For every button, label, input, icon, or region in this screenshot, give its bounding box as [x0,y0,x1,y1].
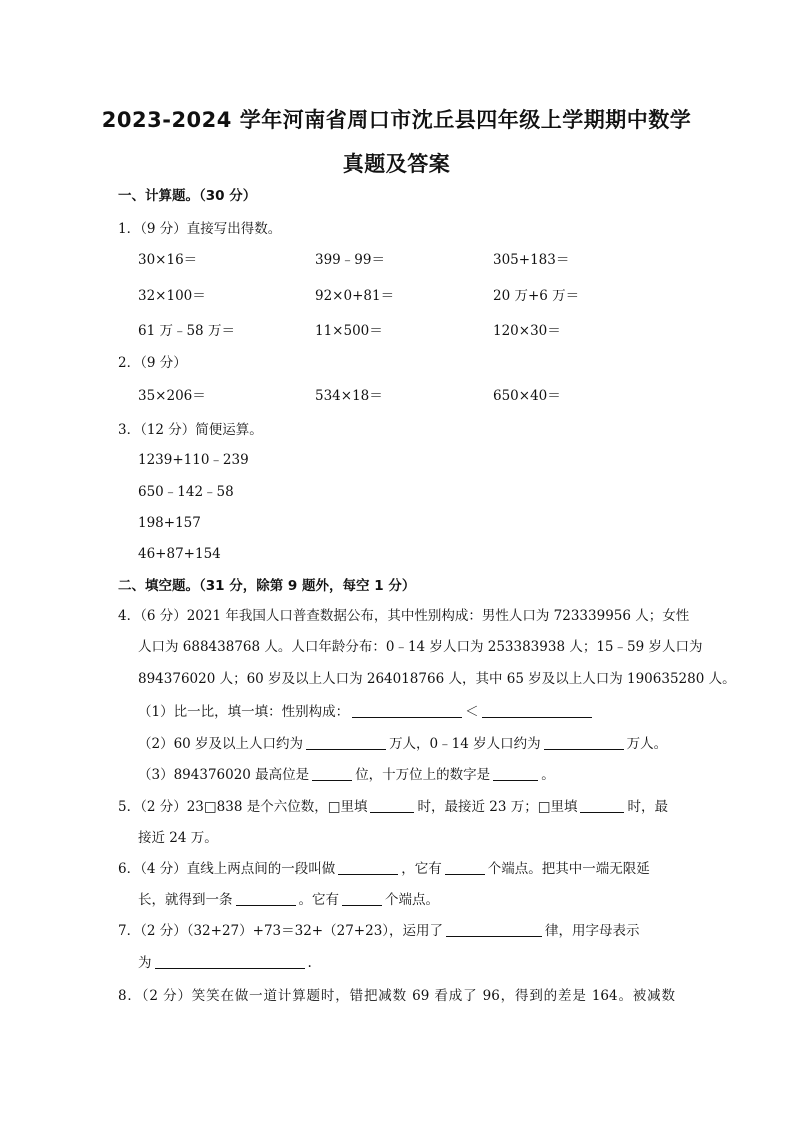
q6-text-b: ，它有 [401,861,442,877]
q7-text-d: . [307,955,312,971]
less-than-symbol: ＜ [465,704,479,720]
q1-r1-c2: 399﹣99＝ [315,252,385,268]
q7-text-b: 律，用字母表示 [545,923,640,939]
q5-line-2: 接近 24 万。 [138,830,218,846]
q4-line-1: 4．（6 分）2021 年我国人口普查数据公布，其中性别构成：男性人口为 723339956 人；女性 [118,608,690,624]
q6-blank-3[interactable] [236,891,296,906]
q3-item-4: 46+87+154 [138,546,221,562]
q6-text-d: 长，就得到一条 [138,892,233,908]
q4-blank-6[interactable] [493,766,538,781]
q3-item-1: 1239+110﹣239 [138,452,249,468]
q1-r3-c1: 61 万﹣58 万＝ [138,323,235,339]
q4-sub-2-text-b: 万人，0﹣14 岁人口约为 [389,736,541,752]
q5-line-1 [118,797,668,817]
q4-sub-3-text-a: （3）894376020 最高位是 [138,767,310,783]
q3-item-2: 650﹣142﹣58 [138,484,234,500]
q6-line-2 [138,890,439,910]
title-line-2: 真题及答案 [342,152,451,176]
section-1-heading: 一、计算题。（30 分） [118,188,257,204]
q4-sub-2-text-c: 万人。 [626,736,668,752]
q4-blank-4[interactable] [544,735,624,750]
q4-sub-3-text-b: 位，十万位上的数字是 [355,767,491,783]
q6-text-e: 。它有 [298,892,339,908]
q4-sub-3 [138,765,555,785]
q1-r1-c3: 305+183＝ [493,252,570,268]
q7-blank-2[interactable] [155,954,305,969]
q6-text-f: 个端点。 [385,892,439,908]
q5-text-c: 时，最 [627,799,668,815]
q6-text-a: 6．（4 分）直线上两点间的一段叫做 [118,861,336,877]
q3-item-3: 198+157 [138,515,201,531]
q1-r2-c3: 20 万+6 万＝ [493,288,580,304]
title-line-1: 2023-2024 学年河南省周口市沈丘县四年级上学期期中数学 [101,108,692,132]
q1-r1-c1: 30×16＝ [138,252,198,268]
q1-r2-c1: 32×100＝ [138,288,206,304]
q2-c3: 650×40＝ [493,388,561,404]
q5-blank-1[interactable] [370,798,414,813]
q4-sub-1 [138,702,595,722]
q4-sub-1-text: （1）比一比，填一填：性别构成： [138,704,350,720]
q4-sub-2-text-a: （2）60 岁及以上人口约为 [138,736,304,752]
q3-label: 3．（12 分）简便运算。 [118,422,263,438]
q7-line-1 [118,921,640,941]
q4-blank-2[interactable] [482,703,592,718]
q1-r2-c2: 92×0+81＝ [315,288,395,304]
q6-line-1 [118,859,650,879]
q5-text-a: 5．（2 分）23□838 是个六位数，□里填 [118,799,368,815]
q4-sub-3-text-c: 。 [541,767,555,783]
q2-c1: 35×206＝ [138,388,206,404]
q6-blank-1[interactable] [338,860,398,875]
q4-blank-5[interactable] [312,766,352,781]
q7-blank-1[interactable] [446,922,542,937]
q4-line-2: 人口为 688438768 人。人口年龄分布：0﹣14 岁人口为 253383938 人；15﹣59 岁人口为 [138,639,703,655]
q4-blank-3[interactable] [306,735,386,750]
q8-line-1: 8．（2 分）笑笑在做一道计算题时，错把减数 69 看成了 96，得到的差是 164。被减数 [118,988,675,1004]
q6-blank-2[interactable] [445,860,485,875]
q4-blank-1[interactable] [352,703,462,718]
q1-label: 1．（9 分）直接写出得数。 [118,221,282,237]
q7-text-a: 7．（2 分）（32+27）+73＝32+（27+23），运用了 [118,923,444,939]
q1-r3-c2: 11×500＝ [315,323,383,339]
q7-text-c: 为 [138,955,152,971]
q2-c2: 534×18＝ [315,388,383,404]
q1-r3-c3: 120×30＝ [493,323,561,339]
section-2-heading: 二、填空题。（31 分，除第 9 题外，每空 1 分） [118,578,416,594]
q4-sub-2 [138,734,667,754]
q5-text-b: 时，最接近 23 万；□里填 [417,799,578,815]
q6-blank-4[interactable] [342,891,382,906]
q2-label: 2．（9 分） [118,355,187,371]
q5-blank-2[interactable] [580,798,624,813]
q6-text-c: 个端点。把其中一端无限延 [487,861,650,877]
q4-line-3: 894376020 人；60 岁及以上人口为 264018766 人，其中 65 岁及以上人口为 190635280 人。 [138,671,736,687]
q7-line-2 [138,953,312,973]
